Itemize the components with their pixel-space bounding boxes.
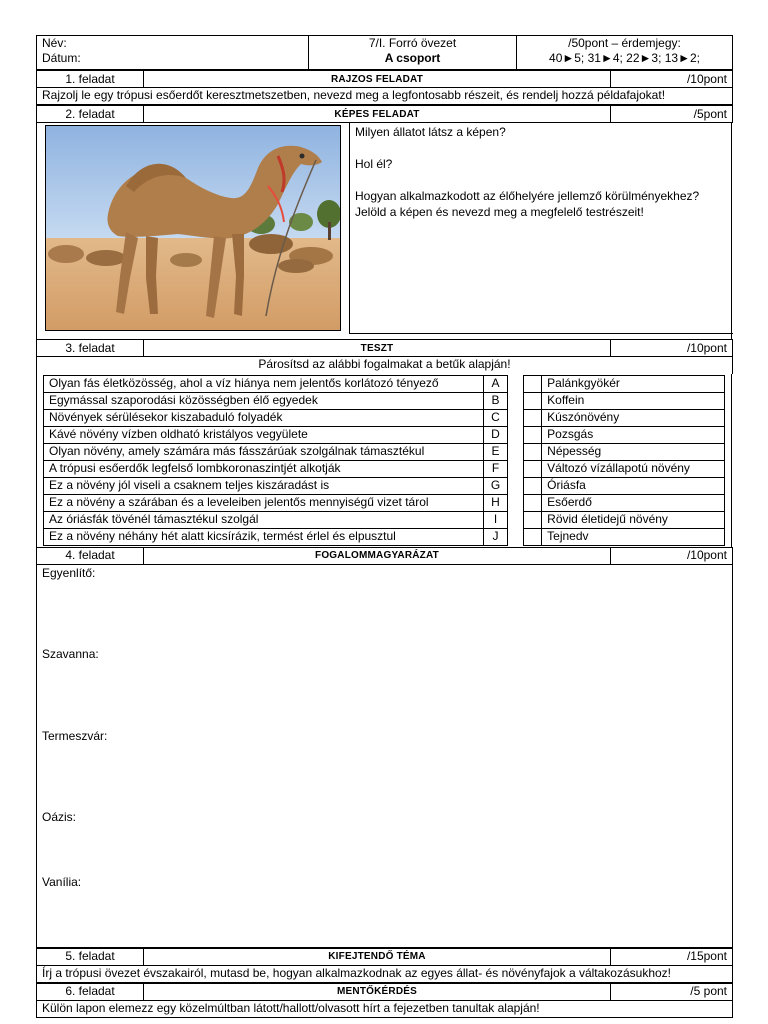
title-cell [309,36,517,70]
task-6-instruction: Külön lapon elemezz egy közelmúltban látott/hallott/olvasott hírt a fejezetben tanultak alapján! [37,1000,733,1017]
matching-letter: I [483,511,507,528]
term-equator: Egyenlítő: [42,565,96,580]
task-2-title: KÉPES FELADAT [144,106,611,123]
task-4-title: FOGALOMMAGYARÁZAT [144,547,611,564]
task-1-title: RAJZOS FELADAT [144,71,611,88]
matching-term: Tejnedv [542,528,725,545]
matching-row [44,494,725,511]
matching-letter: H [483,494,507,511]
task-6 [36,983,733,1018]
points-cell [517,36,733,70]
camel-photo [46,126,340,330]
term-savanna: Szavanna: [42,646,99,661]
matching-answer-box[interactable] [524,528,542,545]
matching-letter: G [483,477,507,494]
matching-gap [508,426,524,443]
grading-scale: 40►5; 31►4; 22►3; 13►2; [549,51,700,65]
matching-letter: B [483,392,507,409]
worksheet [36,35,732,1018]
matching-term: Pozsgás [542,426,725,443]
question-2: Hol él? [355,157,393,171]
matching-term: Változó vízállapotú növény [542,460,725,477]
task-2-body [36,123,732,339]
matching-definition: Ez a növény a szárában és a leveleiben jelentős mennyiségű vizet tárol [44,494,484,511]
name-label: Név: [42,36,67,50]
matching-letter: D [483,426,507,443]
task-6-points: /5 pont [611,983,733,1000]
matching-row [44,409,725,426]
term-termite-mound: Termeszvár: [42,728,108,743]
task-5 [36,948,733,983]
glossary-answer-area[interactable] [37,564,733,947]
matching-letter: C [483,409,507,426]
matching-definition: Kávé növény vízben oldható kristályos vegyülete [44,426,484,443]
matching-answer-box[interactable] [524,375,542,392]
task-2-points: /5pont [611,106,733,123]
matching-answer-box[interactable] [524,443,542,460]
task-4-points: /10pont [611,547,733,564]
task-4 [36,547,733,948]
matching-definition: Egymással szaporodási közösségben élő egyedek [44,392,484,409]
matching-row [44,443,725,460]
matching-letter: E [483,443,507,460]
header-table [36,35,733,70]
term-vanilla: Vanília: [42,874,82,889]
matching-gap [508,511,524,528]
task-3-number: 3. feladat [37,340,144,357]
matching-answer-box[interactable] [524,392,542,409]
task-3-title: TESZT [144,340,611,357]
matching-answer-box[interactable] [524,477,542,494]
task-2 [36,105,733,123]
matching-definition: Az óriásfák tövénél támasztékul szolgál [44,511,484,528]
matching-row [44,477,725,494]
matching-answer-box[interactable] [524,409,542,426]
matching-term: Kúszónövény [542,409,725,426]
matching-letter: A [483,375,507,392]
matching-definition: A trópusi esőerdők legfelső lombkoronaszintjét alkotják [44,460,484,477]
matching-letter: F [483,460,507,477]
matching-answer-box[interactable] [524,426,542,443]
matching-definition: Ez a növény néhány hét alatt kicsírázik, termést érlel és elpusztul [44,528,484,545]
matching-answer-box[interactable] [524,460,542,477]
matching-gap [508,528,524,545]
matching-term: Palánkgyökér [542,375,725,392]
task-3-points: /10pont [611,340,733,357]
task-6-number: 6. feladat [37,983,144,1000]
worksheet-title: 7/I. Forró övezet [368,36,457,50]
task-1 [36,70,733,105]
task-3-instruction: Párosítsd az alábbi fogalmakat a betűk alapján! [37,357,733,374]
matching-gap [508,409,524,426]
camel-photo-frame [45,125,341,331]
matching-row [44,392,725,409]
matching-row [44,460,725,477]
matching-row [44,375,725,392]
matching-definition: Növények sérülésekor kiszabaduló folyadék [44,409,484,426]
question-3: Hogyan alkalmazkodott az élőhelyére jellemző körülményekhez? Jelöld a képen és nevezd meg a megfelelő testrészeit! [355,189,700,219]
matching-area [36,374,732,547]
task-1-instruction: Rajzolj le egy trópusi esőerdőt keresztmetszetben, nevezd meg a legfontosabb részeit, és rendelj hozzá példafajokat! [37,88,733,105]
matching-row [44,426,725,443]
task-2-number: 2. feladat [37,106,144,123]
task-1-number: 1. feladat [37,71,144,88]
task-5-number: 5. feladat [37,948,144,965]
matching-table [43,375,725,546]
matching-gap [508,494,524,511]
task-3 [36,339,733,374]
task-5-title: KIFEJTENDŐ TÉMA [144,948,611,965]
matching-gap [508,392,524,409]
task-2-questions [349,122,733,334]
matching-term: Népesség [542,443,725,460]
task-6-title: MENTŐKÉRDÉS [144,983,611,1000]
date-label: Dátum: [42,51,81,65]
points-total: /50pont – érdemjegy: [568,36,681,50]
matching-term: Óriásfa [542,477,725,494]
matching-gap [508,443,524,460]
question-1: Milyen állatot látsz a képen? [355,125,506,139]
matching-answer-box[interactable] [524,511,542,528]
matching-gap [508,460,524,477]
matching-answer-box[interactable] [524,494,542,511]
matching-gap [508,375,524,392]
group-label: A csoport [384,51,441,65]
task-5-instruction: Írj a trópusi övezet évszakairól, mutasd be, hogyan alkalmazkodnak az egyes állat- és növényfajok a váltakozásukhoz! [37,965,733,982]
task-5-points: /15pont [611,948,733,965]
matching-term: Koffein [542,392,725,409]
matching-row [44,511,725,528]
matching-definition: Olyan növény, amely számára más fásszárúak szolgálnak támasztékul [44,443,484,460]
matching-gap [508,477,524,494]
name-date-cell [37,36,309,70]
task-1-points: /10pont [611,71,733,88]
matching-definition: Olyan fás életközösség, ahol a víz hiánya nem jelentős korlátozó tényező [44,375,484,392]
term-oasis: Oázis: [42,809,77,824]
matching-term: Rövid életidejű növény [542,511,725,528]
task-4-number: 4. feladat [37,547,144,564]
matching-letter: J [483,528,507,545]
matching-definition: Ez a növény jól viseli a csaknem teljes kiszáradást is [44,477,484,494]
matching-term: Esőerdő [542,494,725,511]
matching-row [44,528,725,545]
